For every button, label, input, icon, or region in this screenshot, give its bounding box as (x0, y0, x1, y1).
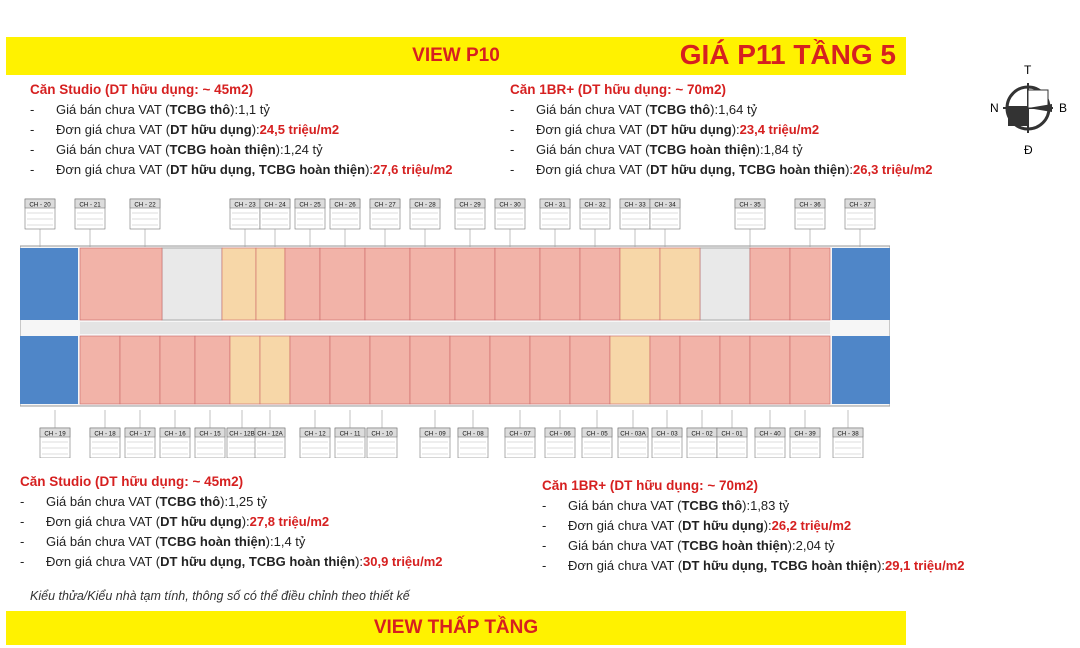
unit-tag-label: CH - 30 (499, 201, 521, 209)
bullet-dash: - (542, 558, 547, 573)
price-part-c: ): (845, 162, 854, 177)
unit-tag-label: CH - 12 (304, 430, 326, 438)
unit-bottom (490, 336, 530, 404)
unit-tag-label: CH - 39 (794, 430, 816, 438)
unit-bottom (680, 336, 720, 404)
price-row (542, 516, 965, 536)
unit-tag-label: CH - 16 (164, 430, 186, 438)
price-part-c: ): (265, 534, 274, 549)
bullet-dash: - (510, 102, 515, 117)
price-row (20, 492, 443, 512)
unit-tag-label: CH - 32 (584, 201, 606, 209)
price-part-c: ): (251, 122, 260, 137)
unit-bottom (290, 336, 330, 404)
price-part-e: 29,1 triệu/m2 (885, 558, 965, 573)
unit-top (495, 248, 540, 320)
unit-tag-label: CH - 37 (849, 201, 871, 209)
price-part-d: 1,24 tỷ (283, 142, 323, 157)
bullet-dash: - (542, 518, 547, 533)
unit-tag-label: CH - 34 (654, 201, 676, 209)
price-part-d: 1,4 tỷ (273, 534, 306, 549)
price-part-e: 26,3 triệu/m2 (853, 162, 933, 177)
unit-top (580, 248, 620, 320)
unit-bottom (410, 336, 450, 404)
corridor (80, 322, 830, 334)
price-block-top-studio (30, 80, 453, 180)
price-part-a: Đơn giá chưa VAT ( (56, 122, 171, 137)
price-part-a: Đơn giá chưa VAT ( (56, 162, 171, 177)
price-part-b: TCBG hoàn thiện (169, 142, 276, 157)
bullet-dash: - (510, 162, 515, 177)
bullet-dash: - (510, 142, 515, 157)
compass-d: Đ (1024, 143, 1033, 157)
unit-tag-label: CH - 26 (334, 201, 356, 209)
unit-tag-label: CH - 20 (29, 201, 51, 209)
price-part-b: TCBG hoàn thiện (159, 534, 266, 549)
price-part-d: 2,04 tỷ (795, 538, 835, 553)
price-part-b: TCBG thô (169, 102, 231, 117)
price-row (510, 140, 933, 160)
end-unit-bottom-right (832, 336, 890, 404)
unit-top (750, 248, 790, 320)
price-row (510, 160, 933, 180)
price-part-d: 1,83 tỷ (750, 498, 790, 513)
unit-tag-label: CH - 40 (759, 430, 781, 438)
unit-tag-label: CH - 38 (837, 430, 859, 438)
price-part-b: DT hữu dụng, TCBG hoàn thiện (650, 162, 846, 177)
unit-tag-label: CH - 28 (414, 201, 436, 209)
price-part-a: Đơn giá chưa VAT ( (568, 558, 683, 573)
bullet-dash: - (30, 102, 35, 117)
bottom-view-label: VIEW THẤP TẦNG (373, 617, 539, 638)
price-part-b: DT hữu dụng, TCBG hoàn thiện (160, 554, 356, 569)
price-part-b: DT hữu dụng (160, 514, 242, 529)
price-part-b: DT hữu dụng, TCBG hoàn thiện (170, 162, 366, 177)
unit-bottom (195, 336, 230, 404)
price-heading: Căn Studio (DT hữu dụng: ~ 45m2) (30, 82, 254, 97)
price-row (510, 100, 933, 120)
price-part-b: DT hữu dụng (170, 122, 252, 137)
unit-tag-label: CH - 35 (739, 201, 761, 209)
price-part-a: Đơn giá chưa VAT ( (568, 518, 683, 533)
price-heading: Căn Studio (DT hữu dụng: ~ 45m2) (20, 474, 244, 489)
price-part-c: ): (731, 122, 740, 137)
unit-tag-label: CH - 31 (544, 201, 566, 209)
price-row (20, 552, 443, 572)
unit-top (320, 248, 365, 320)
price-row (30, 140, 453, 160)
end-unit-top-left (20, 248, 78, 320)
price-part-c: ): (787, 538, 796, 553)
price-part-c: ): (742, 498, 751, 513)
bullet-dash: - (30, 162, 35, 177)
unit-tag-label: CH - 08 (462, 430, 484, 438)
unit-bottom (720, 336, 750, 404)
bullet-dash: - (510, 122, 515, 137)
price-row (542, 496, 965, 516)
unit-tag-label: CH - 24 (264, 201, 286, 209)
unit-bottom (160, 336, 195, 404)
page-title: GIÁ P11 TẦNG 5 (679, 39, 896, 70)
bullet-dash: - (20, 514, 25, 529)
unit-top (660, 248, 700, 320)
unit-tag-label: CH - 22 (134, 201, 156, 209)
unit-bottom (230, 336, 260, 404)
price-part-a: Đơn giá chưa VAT ( (46, 554, 161, 569)
price-part-b: TCBG thô (681, 498, 743, 513)
unit-bottom (370, 336, 410, 404)
unit-bottom (610, 336, 650, 404)
floor-plan (20, 196, 890, 458)
unit-bottom (570, 336, 610, 404)
stair-core-left (162, 248, 222, 320)
end-unit-top-right (832, 248, 890, 320)
unit-top (455, 248, 495, 320)
bullet-dash: - (542, 538, 547, 553)
unit-tag-label: CH - 10 (371, 430, 393, 438)
unit-top (365, 248, 410, 320)
unit-tag-label: CH - 33 (624, 201, 646, 209)
price-part-c: ): (763, 518, 772, 533)
price-row (30, 160, 453, 180)
price-part-a: Giá bán chưa VAT ( (46, 534, 160, 549)
unit-top (222, 248, 256, 320)
price-part-a: Đơn giá chưa VAT ( (46, 514, 161, 529)
price-part-a: Giá bán chưa VAT ( (568, 538, 682, 553)
price-block-bottom-studio (20, 472, 443, 572)
unit-tag-label: CH - 05 (586, 430, 608, 438)
price-part-e: 30,9 triệu/m2 (363, 554, 443, 569)
unit-tag-label: CH - 06 (549, 430, 571, 438)
price-part-b: TCBG thô (649, 102, 711, 117)
price-row (542, 556, 965, 576)
bullet-dash: - (30, 142, 35, 157)
price-part-c: ): (241, 514, 250, 529)
bullet-dash: - (20, 534, 25, 549)
unit-bottom (650, 336, 680, 404)
unit-tag-label: CH - 15 (199, 430, 221, 438)
unit-bottom (530, 336, 570, 404)
price-part-c: ): (220, 494, 229, 509)
price-row (20, 532, 443, 552)
price-part-c: ): (275, 142, 284, 157)
price-part-e: 27,8 triệu/m2 (249, 514, 330, 529)
price-part-a: Giá bán chưa VAT ( (568, 498, 682, 513)
unit-tag-label: CH - 03 (656, 430, 678, 438)
price-block-top-1br (510, 80, 933, 180)
price-part-a: Giá bán chưa VAT ( (536, 102, 650, 117)
price-heading: Căn 1BR+ (DT hữu dụng: ~ 70m2) (510, 82, 727, 97)
price-part-b: TCBG hoàn thiện (649, 142, 756, 157)
price-part-a: Giá bán chưa VAT ( (56, 142, 170, 157)
stair-core-right (700, 248, 750, 320)
unit-top (790, 248, 830, 320)
compass-icon (990, 60, 1080, 160)
unit-tag-label: CH - 17 (129, 430, 151, 438)
bullet-dash: - (20, 554, 25, 569)
compass-t: T (1024, 63, 1032, 77)
price-part-a: Đơn giá chưa VAT ( (536, 122, 651, 137)
price-part-c: ): (710, 102, 719, 117)
unit-top (620, 248, 660, 320)
unit-top (410, 248, 455, 320)
price-part-b: DT hữu dụng, TCBG hoàn thiện (682, 558, 878, 573)
price-heading: Căn 1BR+ (DT hữu dụng: ~ 70m2) (542, 478, 759, 493)
price-part-c: ): (755, 142, 764, 157)
price-part-a: Đơn giá chưa VAT ( (536, 162, 651, 177)
unit-bottom (790, 336, 830, 404)
compass-b: B (1059, 101, 1068, 115)
unit-tag-label: CH - 07 (509, 430, 531, 438)
unit-top (540, 248, 580, 320)
unit-top (256, 248, 285, 320)
unit-tag-label: CH - 18 (94, 430, 116, 438)
unit-tag-label: CH - 12A (257, 430, 283, 438)
price-part-d: 1,64 tỷ (718, 102, 758, 117)
price-row (30, 100, 453, 120)
unit-tag-label: CH - 19 (44, 430, 66, 438)
price-row (30, 120, 453, 140)
unit-tag-label: CH - 29 (459, 201, 481, 209)
unit-tag-label: CH - 27 (374, 201, 396, 209)
bullet-dash: - (20, 494, 25, 509)
unit-tag-label: CH - 23 (234, 201, 256, 209)
unit-top (80, 248, 162, 320)
price-part-a: Giá bán chưa VAT ( (536, 142, 650, 157)
price-row (20, 512, 443, 532)
unit-bottom (260, 336, 290, 404)
end-unit-bottom-left (20, 336, 78, 404)
price-part-e: 23,4 triệu/m2 (739, 122, 820, 137)
bullet-dash: - (30, 122, 35, 137)
disclaimer-note: Kiểu thửa/Kiểu nhà tạm tính, thông số có thể điều chỉnh theo thiết kế (30, 589, 410, 603)
unit-tag-label: CH - 25 (299, 201, 321, 209)
bullet-dash: - (542, 498, 547, 513)
top-view-banner (6, 37, 906, 75)
price-part-e: 24,5 triệu/m2 (259, 122, 340, 137)
unit-bottom (450, 336, 490, 404)
price-part-c: ): (365, 162, 374, 177)
price-part-d: 1,25 tỷ (228, 494, 268, 509)
unit-bottom (120, 336, 160, 404)
unit-tag-label: CH - 11 (339, 430, 361, 438)
price-part-d: 1,1 tỷ (238, 102, 270, 117)
unit-tag-label: CH - 09 (424, 430, 446, 438)
price-part-c: ): (877, 558, 886, 573)
unit-tag-label: CH - 01 (721, 430, 743, 438)
unit-tag-label: CH - 03A (620, 430, 646, 438)
price-part-c: ): (355, 554, 364, 569)
price-row (510, 120, 933, 140)
price-part-d: 1,84 tỷ (763, 142, 803, 157)
unit-tag-label: CH - 36 (799, 201, 821, 209)
price-part-b: DT hữu dụng (682, 518, 764, 533)
price-part-a: Giá bán chưa VAT ( (56, 102, 170, 117)
price-part-b: TCBG thô (159, 494, 221, 509)
price-part-b: DT hữu dụng (650, 122, 732, 137)
price-part-a: Giá bán chưa VAT ( (46, 494, 160, 509)
bottom-view-banner (6, 611, 906, 645)
top-view-label: VIEW P10 (412, 45, 500, 66)
price-part-e: 27,6 triệu/m2 (373, 162, 453, 177)
price-part-b: TCBG hoàn thiện (681, 538, 788, 553)
price-row (542, 536, 965, 556)
unit-top (285, 248, 320, 320)
price-part-c: ): (230, 102, 239, 117)
unit-tag-label: CH - 02 (691, 430, 713, 438)
unit-bottom (750, 336, 790, 404)
price-block-bottom-1br (542, 476, 965, 576)
unit-tag-label: CH - 21 (79, 201, 101, 209)
unit-bottom (330, 336, 370, 404)
unit-bottom (80, 336, 120, 404)
unit-tag-label: CH - 12B (229, 430, 255, 438)
compass-n: N (990, 101, 999, 115)
price-part-e: 26,2 triệu/m2 (771, 518, 852, 533)
